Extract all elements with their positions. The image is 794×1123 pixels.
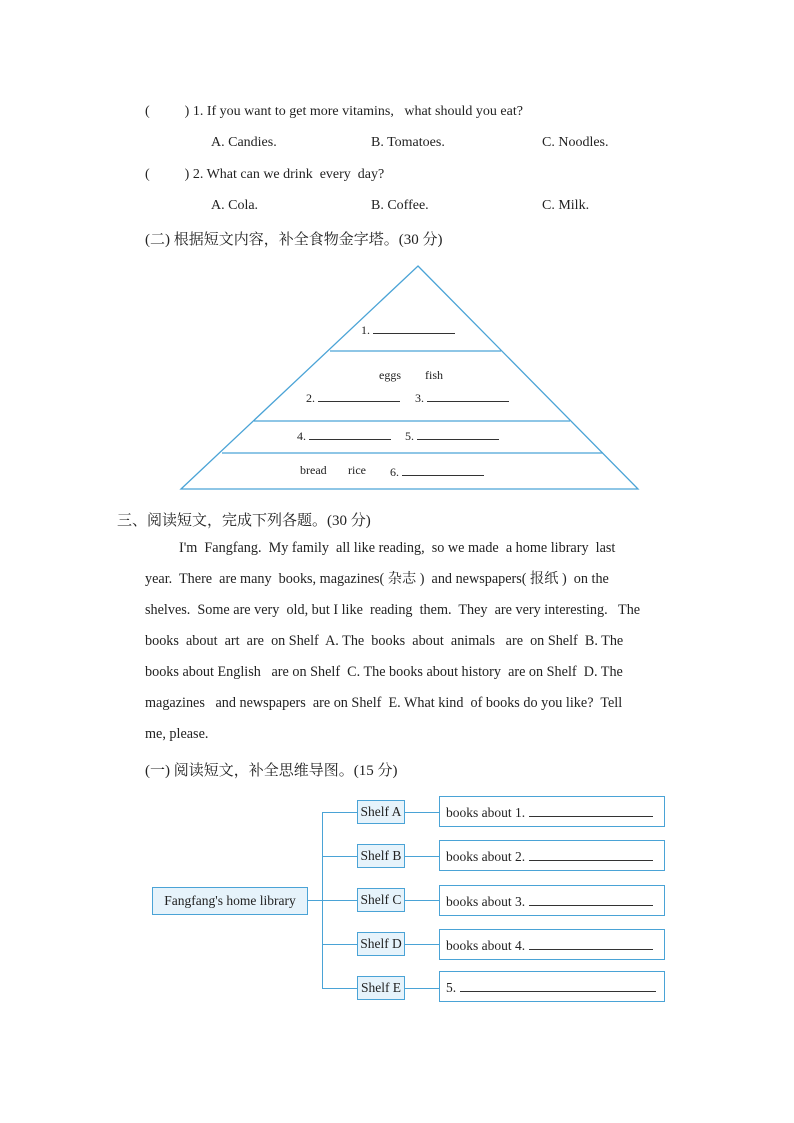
question-text: 1. If you want to get more vitamins, what should you eat? <box>192 104 523 119</box>
option-b: B. Tomatoes. <box>371 135 445 150</box>
answer-blank[interactable] <box>318 389 400 402</box>
section3-title: 三、阅读短文，完成下列各题。(30 分) <box>117 513 371 529</box>
option-c: C. Noodles. <box>542 135 609 150</box>
answer-blank[interactable] <box>529 937 653 950</box>
option-a: A. Candies. <box>211 135 277 150</box>
shelf-c-node: Shelf C <box>357 888 405 912</box>
pyramid-word-rice: rice <box>348 463 366 477</box>
passage-line: year. There are many books, magazines( 杂志 ) and newspapers( 报纸 ) on the <box>145 571 609 587</box>
connector <box>405 944 439 945</box>
connector <box>306 900 322 901</box>
reading-passage <box>145 533 675 750</box>
pyramid-blank-2: 2. <box>306 389 400 406</box>
mindmap-root: Fangfang's home library <box>152 887 308 915</box>
part2-title: (二) 根据短文内容，补全食物金字塔。(30 分) <box>145 232 443 248</box>
pyramid-word-bread: bread <box>300 463 327 477</box>
pyramid-blank-3: 3. <box>415 389 509 406</box>
shelf-b-node: Shelf B <box>357 844 405 868</box>
detail-box-2: books about 2. <box>439 840 665 871</box>
connector <box>405 812 439 813</box>
connector <box>405 988 439 989</box>
passage-line: me, please. <box>145 726 209 742</box>
answer-bracket[interactable]: ( ) <box>145 104 190 119</box>
passage-line: magazines and newspapers are on Shelf E. What kind of books do you like? Tell <box>145 695 623 711</box>
pyramid-word-fish: fish <box>425 368 443 382</box>
option-c: C. Milk. <box>542 198 590 213</box>
option-b: B. Coffee. <box>371 198 429 213</box>
connector <box>405 856 439 857</box>
detail-box-5: 5. <box>439 971 665 1002</box>
passage-line: I'm Fangfang. My family all like reading, so we made a home library last <box>179 540 616 556</box>
connector <box>322 812 357 813</box>
question-text: 2. What can we drink every day? <box>192 167 385 182</box>
pyramid-level-1: 1. <box>361 321 455 338</box>
answer-bracket[interactable]: ( ) <box>145 167 190 182</box>
shelf-d-node: Shelf D <box>357 932 405 956</box>
answer-blank[interactable] <box>529 804 653 817</box>
pyramid-blank-5: 5. <box>405 427 499 444</box>
connector <box>322 856 357 857</box>
passage-line: shelves. Some are very old, but I like reading them. They are very interesting. The <box>145 602 641 618</box>
shelf-a-node: Shelf A <box>357 800 405 824</box>
connector <box>322 988 357 989</box>
answer-blank[interactable] <box>417 427 499 440</box>
detail-box-4: books about 4. <box>439 929 665 960</box>
connector <box>405 900 439 901</box>
answer-blank[interactable] <box>373 321 455 334</box>
shelf-e-node: Shelf E <box>357 976 405 1000</box>
pyramid-blank-6: 6. <box>390 463 484 480</box>
pyramid-word-eggs: eggs <box>379 368 401 382</box>
answer-blank[interactable] <box>402 463 484 476</box>
passage-line: books about English are on Shelf C. The books about history are on Shelf D. The <box>145 664 623 680</box>
pyramid-blank-4: 4. <box>297 427 391 444</box>
answer-blank[interactable] <box>529 893 653 906</box>
answer-blank[interactable] <box>460 979 656 992</box>
passage-line: books about art are on Shelf A. The books about animals are on Shelf B. The <box>145 633 624 649</box>
answer-blank[interactable] <box>309 427 391 440</box>
part1-title: (一) 阅读短文，补全思维导图。(15 分) <box>145 763 398 779</box>
connector <box>322 900 357 901</box>
connector <box>322 944 357 945</box>
option-a: A. Cola. <box>211 198 259 213</box>
detail-box-3: books about 3. <box>439 885 665 916</box>
detail-box-1: books about 1. <box>439 796 665 827</box>
answer-blank[interactable] <box>529 848 653 861</box>
answer-blank[interactable] <box>427 389 509 402</box>
